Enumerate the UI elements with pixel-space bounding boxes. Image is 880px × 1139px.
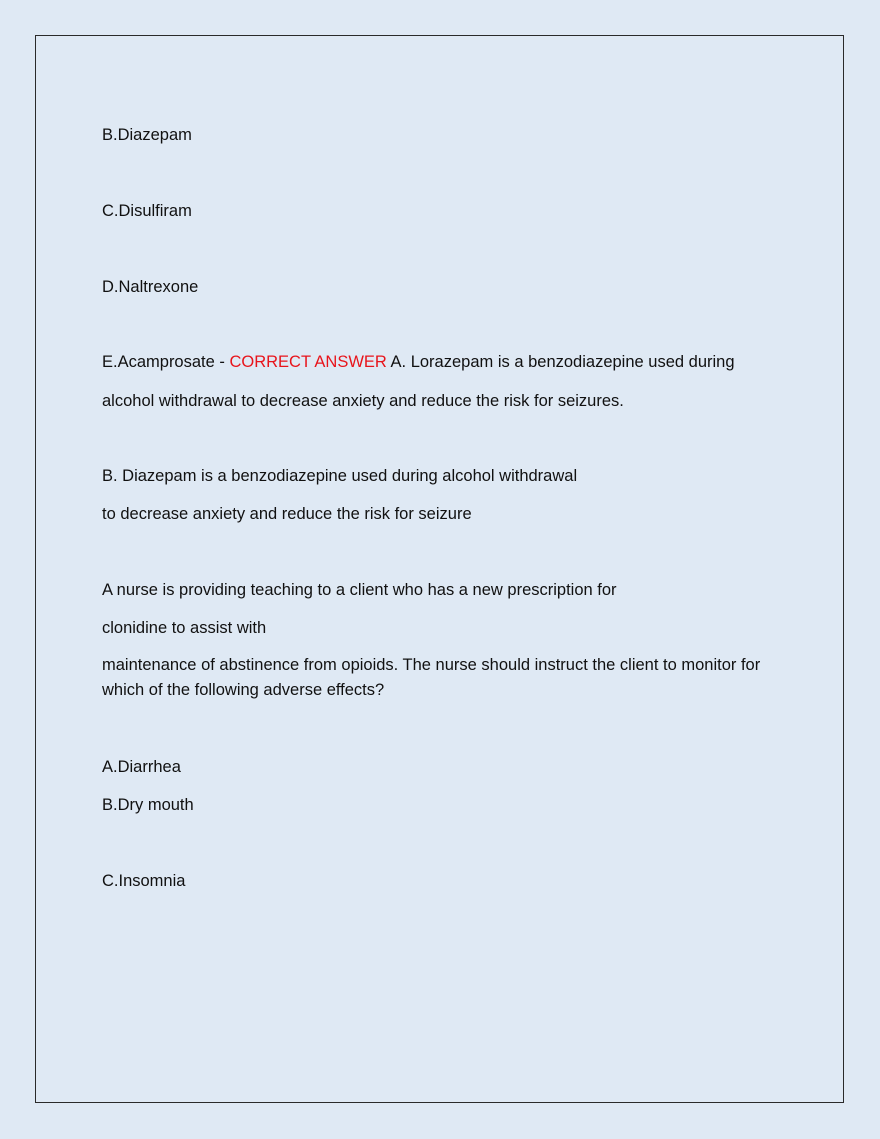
question-line3: maintenance of abstinence from opioids. The nurse should instruct the client to monitor for which of the following adverse effects? <box>102 656 761 699</box>
option-e-acamprosate: E.Acamprosate - <box>102 353 230 371</box>
explanation-a-line1: A. Lorazepam is a benzodiazepine used during <box>386 353 735 371</box>
explanation-b-line1: B. Diazepam is a benzodiazepine used during alcohol withdrawal <box>102 467 578 485</box>
option-b-dry-mouth: B.Dry mouth <box>102 796 194 814</box>
correct-answer-label: CORRECT ANSWER <box>229 353 387 371</box>
option-d-naltrexone: D.Naltrexone <box>102 278 199 296</box>
explanation-a-line2: alcohol withdrawal to decrease anxiety and reduce the risk for seizures. <box>102 392 624 410</box>
question-line1: A nurse is providing teaching to a client who has a new prescription for <box>102 581 617 599</box>
option-c-disulfiram: C.Disulfiram <box>102 202 192 220</box>
answer-line <box>102 350 735 375</box>
option-a-diarrhea: A.Diarrhea <box>102 758 181 776</box>
option-c-insomnia: C.Insomnia <box>102 872 186 890</box>
explanation-b-line2: to decrease anxiety and reduce the risk for seizure <box>102 505 472 523</box>
page-frame <box>35 35 844 1103</box>
question-line2: clonidine to assist with <box>102 619 267 637</box>
option-b-diazepam: B.Diazepam <box>102 126 192 144</box>
